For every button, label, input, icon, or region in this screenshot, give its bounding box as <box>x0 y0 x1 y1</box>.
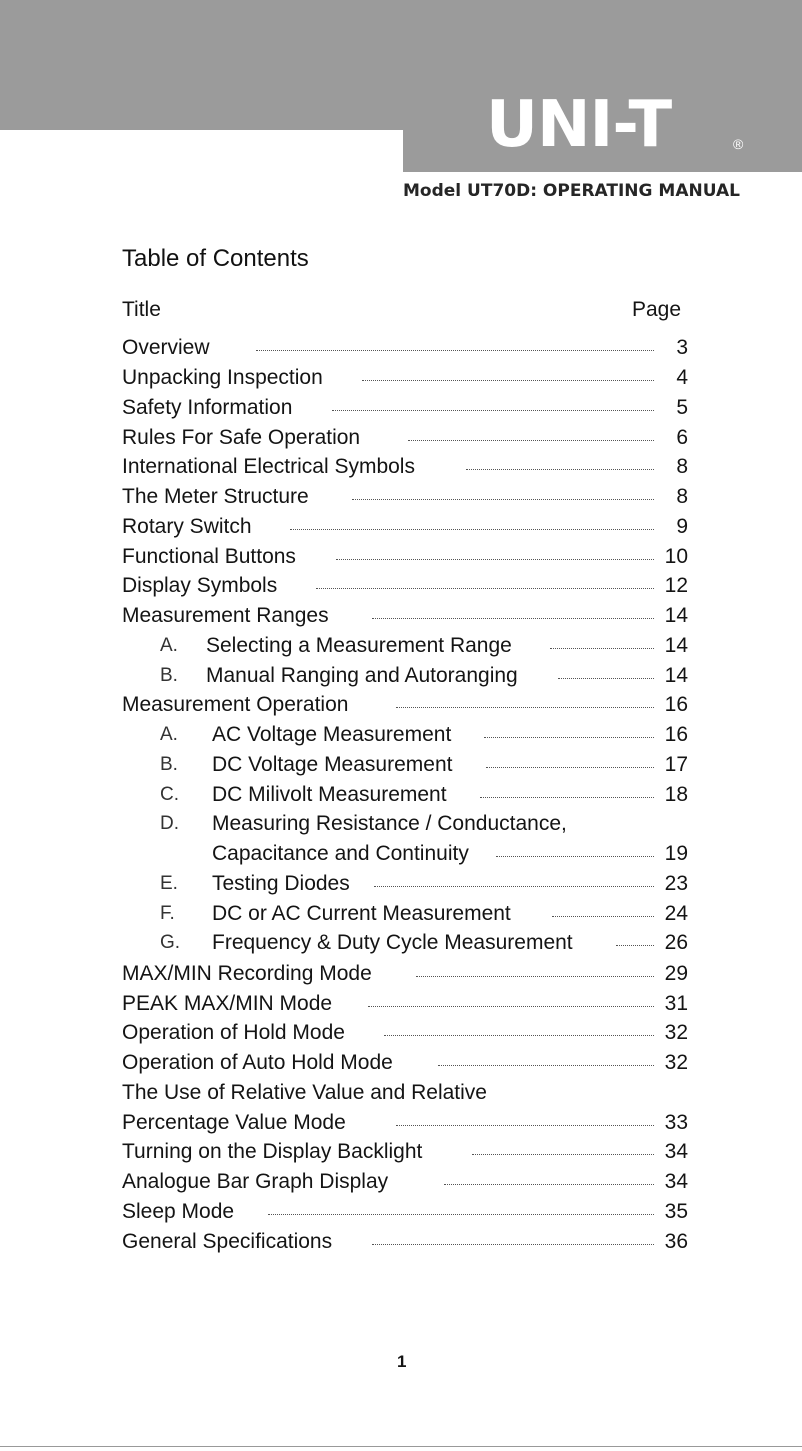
toc-row <box>122 483 688 511</box>
toc-entry-title: AC Voltage Measurement <box>212 723 452 746</box>
toc-subrow <box>122 751 688 779</box>
dot-leader <box>256 350 654 351</box>
toc-entry-page: 33 <box>664 1111 688 1134</box>
toc-entry-title: Operation of Auto Hold Mode <box>122 1051 393 1074</box>
toc-subrow <box>122 929 688 957</box>
dot-leader <box>552 916 654 917</box>
dot-leader <box>396 707 654 708</box>
dot-leader <box>372 618 654 619</box>
toc-entry-title: Turning on the Display Backlight <box>122 1140 423 1163</box>
toc-entry-page: 8 <box>676 485 688 508</box>
toc-row <box>122 691 688 719</box>
toc-row <box>122 1168 688 1196</box>
toc-row <box>122 572 688 600</box>
toc-entry-page: 10 <box>664 545 688 568</box>
toc-entry-page: 35 <box>664 1200 688 1223</box>
column-title-header: Title <box>122 298 161 321</box>
toc-entry-page: 14 <box>664 664 688 687</box>
toc-subrow <box>122 810 688 838</box>
dot-leader <box>372 1244 654 1245</box>
toc-entry-letter: D. <box>160 813 179 834</box>
dot-leader <box>290 529 654 530</box>
dot-leader <box>558 678 654 679</box>
toc-subrow <box>122 721 688 749</box>
toc-entry-page: 9 <box>676 515 688 538</box>
toc-entry-page: 16 <box>664 723 688 746</box>
toc-entry-page: 4 <box>676 366 688 389</box>
toc-entry-letter: B. <box>160 665 178 686</box>
toc-entry-page: 29 <box>664 962 688 985</box>
dot-leader <box>316 588 654 589</box>
toc-entry-title-line1: Measuring Resistance / Conductance, <box>212 812 567 835</box>
column-page-header: Page <box>632 298 682 321</box>
toc-row <box>122 1138 688 1166</box>
dot-leader <box>368 1006 654 1007</box>
toc-entry-page: 24 <box>664 902 688 925</box>
toc-entry-letter: E. <box>160 873 178 894</box>
toc-subrow <box>122 870 688 898</box>
dot-leader <box>384 1035 654 1036</box>
dot-leader <box>472 1154 654 1155</box>
toc-row <box>122 424 688 452</box>
toc-entry-title: Capacitance and Continuity <box>212 842 469 865</box>
toc-row <box>122 1109 688 1137</box>
brand-logo: UNI-T <box>486 88 672 162</box>
toc-entry-title: Operation of Hold Mode <box>122 1021 345 1044</box>
toc-row <box>122 1019 688 1047</box>
toc-entry-title: Manual Ranging and Autoranging <box>206 664 518 687</box>
toc-subrow <box>122 900 688 928</box>
toc-entry-title: General Specifications <box>122 1230 333 1253</box>
toc-entry-title: DC Voltage Measurement <box>212 753 453 776</box>
toc-entry-title: Testing Diodes <box>212 872 350 895</box>
toc-entry-title: Rules For Safe Operation <box>122 426 361 449</box>
dot-leader <box>484 737 654 738</box>
dot-leader <box>362 380 654 381</box>
toc-entry-title: Percentage Value Mode <box>122 1111 346 1134</box>
toc-entry-letter: A. <box>160 724 178 745</box>
dot-leader <box>416 976 654 977</box>
toc-entry-page: 5 <box>676 396 688 419</box>
toc-row <box>122 453 688 481</box>
toc-row <box>122 1079 688 1107</box>
toc-entry-page: 17 <box>664 753 688 776</box>
toc-subrow <box>122 662 688 690</box>
model-line: Model UT70D: OPERATING MANUAL <box>403 181 740 201</box>
toc-entry-letter: A. <box>160 635 178 656</box>
toc-row <box>122 543 688 571</box>
toc-entry-title: Analogue Bar Graph Display <box>122 1170 389 1193</box>
registered-mark: ® <box>733 136 744 152</box>
toc-row <box>122 513 688 541</box>
toc-entry-page: 12 <box>664 574 688 597</box>
toc-row <box>122 394 688 422</box>
toc-subrow <box>122 781 688 809</box>
header-band <box>0 0 802 130</box>
toc-entry-title: Rotary Switch <box>122 515 252 538</box>
toc-entry-title: Selecting a Measurement Range <box>206 634 512 657</box>
toc-entry-title: Measurement Operation <box>122 693 349 716</box>
toc-entry-title: Frequency & Duty Cycle Measurement <box>212 931 573 954</box>
toc-row <box>122 960 688 988</box>
dot-leader <box>374 886 654 887</box>
toc-entry-title: Functional Buttons <box>122 545 296 568</box>
page-bottom-edge <box>0 1446 802 1447</box>
toc-row <box>122 1198 688 1226</box>
toc-entry-letter: B. <box>160 754 178 775</box>
toc-entry-page: 6 <box>676 426 688 449</box>
toc-row <box>122 990 688 1018</box>
toc-entry-page: 32 <box>664 1021 688 1044</box>
toc-entry-title-line1: The Use of Relative Value and Relative <box>122 1081 487 1104</box>
toc-entry-title: Measurement Ranges <box>122 604 329 627</box>
toc-entry-letter: G. <box>160 932 181 953</box>
toc-entry-title: The Meter Structure <box>122 485 309 508</box>
header-band-cutout <box>0 130 403 170</box>
toc-row <box>122 364 688 392</box>
toc-entry-page: 34 <box>664 1140 688 1163</box>
dot-leader <box>486 767 654 768</box>
dot-leader <box>444 1184 654 1185</box>
toc-entry-title: Unpacking Inspection <box>122 366 323 389</box>
dot-leader <box>438 1065 654 1066</box>
toc-entry-letter: F. <box>160 903 175 924</box>
toc-entry-page: 36 <box>664 1230 688 1253</box>
toc-entry-page: 23 <box>664 872 688 895</box>
dot-leader <box>268 1214 654 1215</box>
toc-entry-page: 14 <box>664 634 688 657</box>
dot-leader <box>396 1125 654 1126</box>
toc-subrow <box>122 840 688 868</box>
dot-leader <box>496 856 654 857</box>
toc-entry-page: 18 <box>664 783 688 806</box>
toc-entry-page: 26 <box>664 931 688 954</box>
toc-entry-title: MAX/MIN Recording Mode <box>122 962 372 985</box>
toc-title: Table of Contents <box>122 245 309 272</box>
toc-entry-title: Display Symbols <box>122 574 278 597</box>
dot-leader <box>550 648 654 649</box>
toc-row <box>122 1228 688 1256</box>
toc-entry-title: International Electrical Symbols <box>122 455 415 478</box>
toc-row <box>122 1049 688 1077</box>
toc-entry-page: 8 <box>676 455 688 478</box>
dot-leader <box>336 559 654 560</box>
toc-entry-page: 19 <box>664 842 688 865</box>
toc-entry-page: 31 <box>664 992 688 1015</box>
dot-leader <box>408 440 654 441</box>
toc-entry-page: 34 <box>664 1170 688 1193</box>
toc-entry-title: PEAK MAX/MIN Mode <box>122 992 333 1015</box>
dot-leader <box>332 410 654 411</box>
page-number: 1 <box>397 1352 407 1371</box>
toc-entry-page: 14 <box>664 604 688 627</box>
toc-entry-page: 16 <box>664 693 688 716</box>
toc-entry-page: 32 <box>664 1051 688 1074</box>
dot-leader <box>352 499 654 500</box>
toc-row <box>122 602 688 630</box>
toc-row <box>122 334 688 362</box>
toc-entry-title: Safety Information <box>122 396 293 419</box>
toc-subrow <box>122 632 688 660</box>
dot-leader <box>480 797 654 798</box>
dot-leader <box>466 469 654 470</box>
toc-entry-title: DC or AC Current Measurement <box>212 902 511 925</box>
toc-entry-title: Overview <box>122 336 210 359</box>
toc-entry-letter: C. <box>160 784 179 805</box>
toc-entry-page: 3 <box>676 336 688 359</box>
toc-entry-title: DC Milivolt Measurement <box>212 783 447 806</box>
toc-entry-title: Sleep Mode <box>122 1200 235 1223</box>
